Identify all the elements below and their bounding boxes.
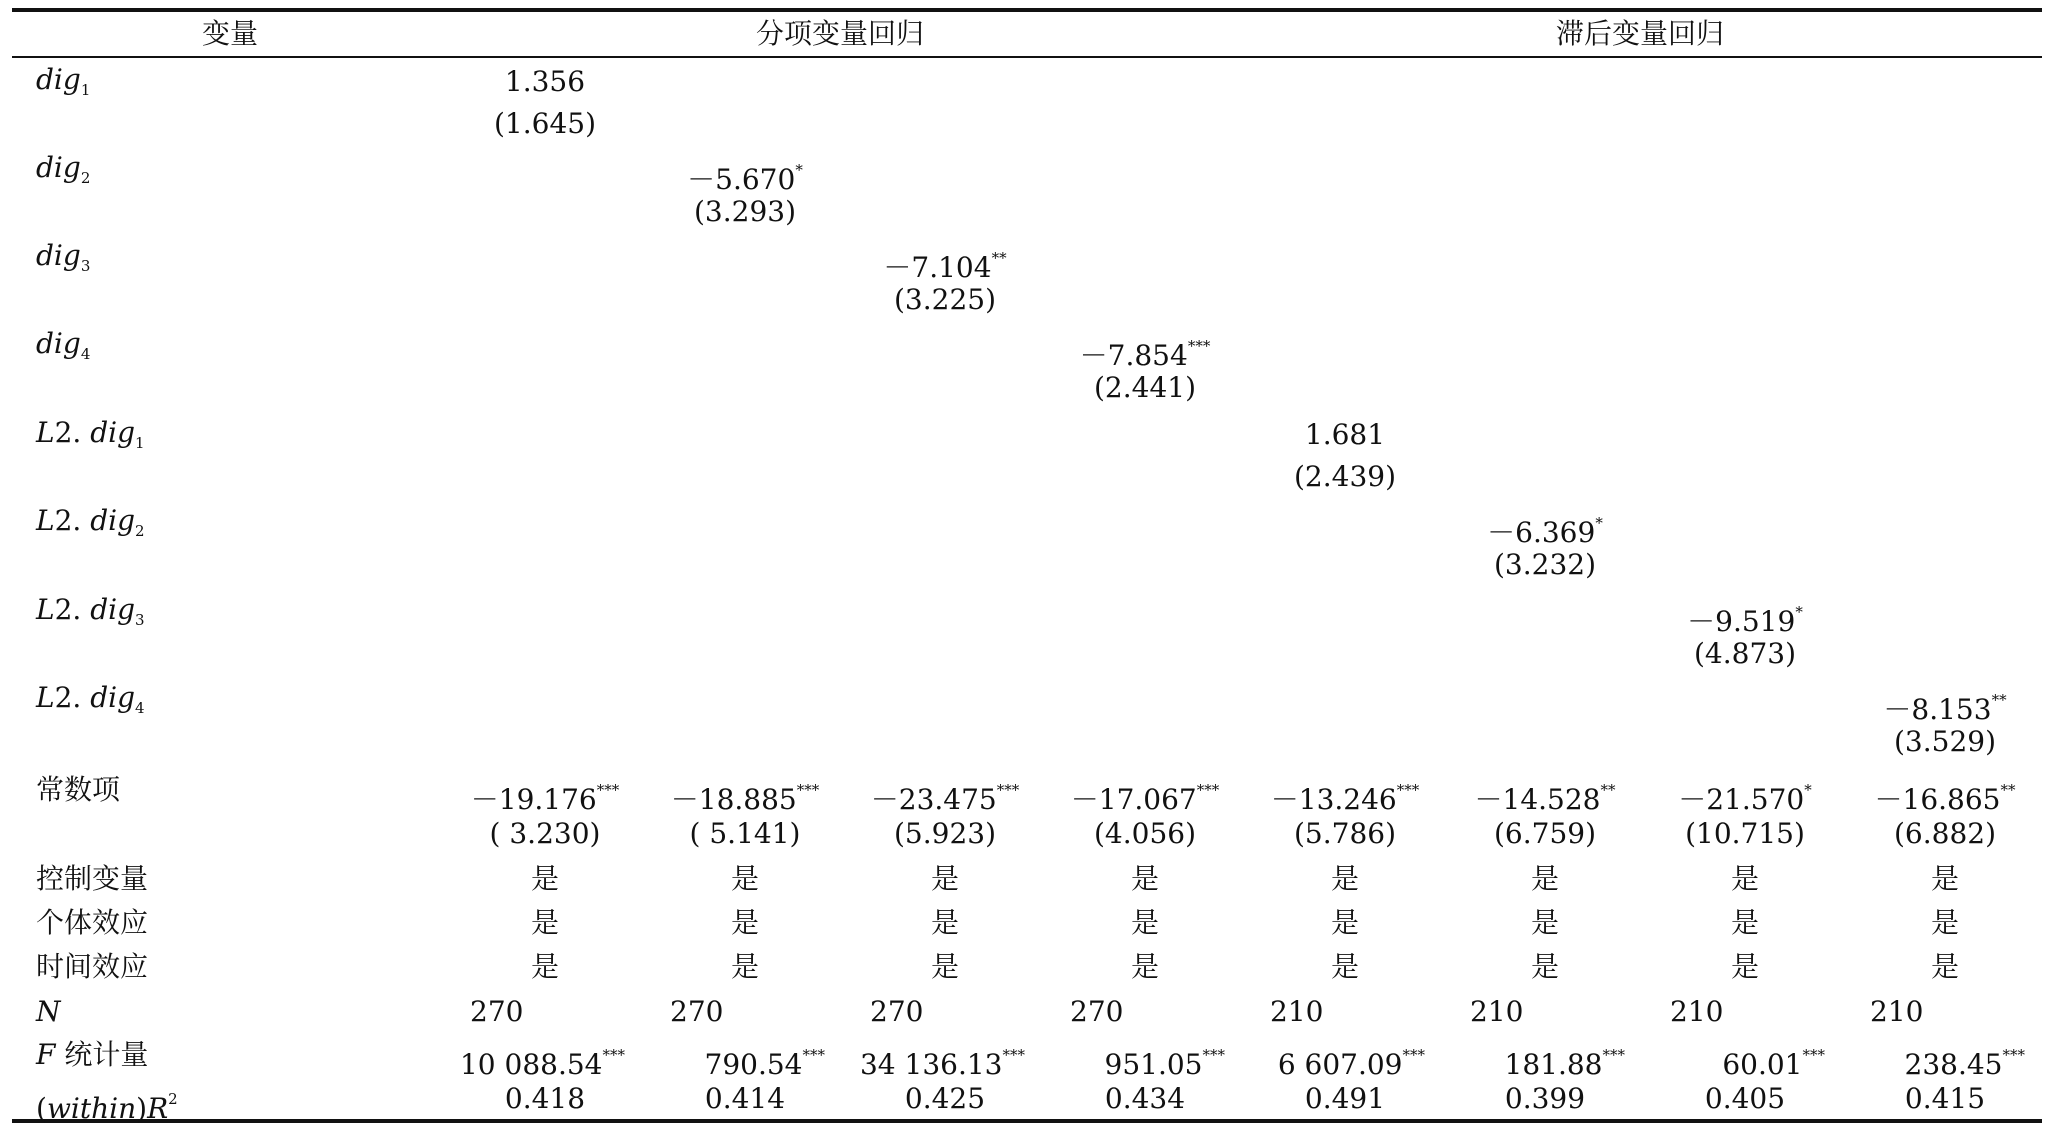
time-value: 是 [1730,950,1759,983]
coef-star: *** [1396,781,1420,799]
r2-value: 0.405 [1704,1082,1786,1115]
label-subscript: 4 [135,699,145,717]
r2-value: 0.425 [904,1082,986,1115]
fstat-number: 181.88 [1504,1048,1603,1081]
row-label-constant: 常数项 [36,773,121,806]
fstat-value [1825,1035,2025,1085]
fstat-value [1625,1035,1825,1085]
coef-star: ** [991,249,1007,267]
coef-l2dig1 [1245,415,1445,455]
fstat-star: *** [2002,1046,2025,1064]
label-paren-close: ) [136,1092,148,1125]
label-subscript: 2 [80,169,91,187]
se-value: (3.225) [893,283,996,316]
se-value: (4.873) [1693,637,1796,670]
coef-value: 1.356 [504,65,586,98]
n-value: 270 [870,995,924,1028]
label-f-rest: 统计量 [55,1038,149,1071]
constant-se [1645,814,1845,854]
coef-value: －18.885 [670,783,797,816]
constant-se [1245,814,1445,854]
se-value: (5.786) [1293,817,1396,850]
se-dig3 [845,280,1045,320]
individual-value: 是 [1730,906,1759,939]
time-value: 是 [1330,950,1359,983]
fstat-number: 10 088.54 [459,1048,603,1081]
row-label-l2dig1 [36,413,145,463]
row-label-l2dig3 [36,590,145,640]
time-value: 是 [1130,950,1159,983]
label-subscript: 2 [135,522,145,540]
coef-value: －7.104 [883,251,992,284]
label-prefix-letter: L [36,416,55,449]
coef-value: －8.153 [1883,693,1992,726]
coef-value: －9.519 [1687,605,1796,638]
fstat-number: 238.45 [1904,1048,2003,1081]
controls-value: 是 [1330,862,1359,895]
fstat-star: *** [1002,1046,1025,1064]
individual-value: 是 [1130,906,1159,939]
row-label-individual: 个体效应 [36,906,149,939]
header-rule [12,56,2042,58]
label-within: within [46,1092,137,1125]
label-subscript: 3 [135,611,145,629]
se-value: (1.645) [493,107,596,140]
controls-value: 是 [530,862,559,895]
row-label-dig4 [36,324,90,374]
coef-dig1 [445,62,645,102]
coef-value: －19.176 [470,783,597,816]
time-value: 是 [1530,950,1559,983]
coef-star: * [795,161,803,179]
row-label-r2 [36,1079,178,1129]
row-label-n: N [36,995,61,1028]
label-r: R [147,1092,169,1125]
se-l2dig1 [1245,457,1445,497]
constant-coef [1645,770,1845,820]
coef-value: －16.865 [1874,783,2001,816]
header-group-itemized: 分项变量回归 [755,17,924,50]
constant-se [645,814,845,854]
label-r-sup: 2 [168,1090,178,1108]
se-value: (3.529) [1893,725,1996,758]
label-prefix-letter: L [36,504,55,537]
row-label-dig1 [36,60,90,110]
row-label-fstat [36,1035,148,1075]
controls-value: 是 [930,862,959,895]
individual-value: 是 [530,906,559,939]
coef-value: －17.067 [1070,783,1197,816]
n-value: 210 [1670,995,1724,1028]
se-value: (3.293) [693,195,796,228]
se-value: (4.056) [1093,817,1196,850]
controls-value: 是 [1130,862,1159,895]
fstat-star: *** [802,1046,825,1064]
fstat-value [1025,1035,1225,1085]
constant-coef [845,770,1045,820]
coef-star: *** [1187,337,1211,355]
constant-se [1445,814,1645,854]
controls-value: 是 [1930,862,1959,895]
se-dig4 [1045,368,1245,408]
n-value: 270 [670,995,724,1028]
fstat-value [425,1035,625,1085]
constant-coef [1245,770,1445,820]
fstat-value [1425,1035,1625,1085]
label-prefix-letter: L [36,593,55,626]
se-dig1 [445,104,645,144]
coef-value: －7.854 [1079,339,1188,372]
se-value: (2.441) [1093,371,1196,404]
fstat-number: 60.01 [1722,1048,1803,1081]
se-value: (6.759) [1493,817,1596,850]
coef-star: ** [1600,781,1616,799]
constant-se [445,814,645,854]
coef-value: －14.528 [1474,783,1601,816]
row-label-time: 时间效应 [36,950,149,983]
fstat-star: *** [1202,1046,1225,1064]
coef-value: －6.369 [1487,516,1596,549]
constant-coef [645,770,845,820]
coef-star: * [1595,514,1603,532]
r2-value: 0.399 [1504,1082,1586,1115]
fstat-number: 951.05 [1104,1048,1203,1081]
fstat-star: *** [1602,1046,1625,1064]
n-value: 210 [1870,995,1924,1028]
r2-value: 0.414 [704,1082,786,1115]
coef-star: *** [796,781,820,799]
individual-value: 是 [930,906,959,939]
r2-value: 0.491 [1304,1082,1386,1115]
label-var: dig [36,327,81,360]
fstat-star: *** [602,1046,625,1064]
label-subscript: 1 [80,81,91,99]
label-f: F [36,1038,56,1071]
time-value: 是 [930,950,959,983]
constant-coef [1045,770,1245,820]
coef-value: －5.670 [687,163,796,196]
n-value: 210 [1270,995,1324,1028]
label-prefix-rest: 2. [54,504,91,537]
coef-star: *** [596,781,620,799]
coef-value: －21.570 [1678,783,1805,816]
label-prefix-rest: 2. [54,593,91,626]
se-value: (6.882) [1893,817,1996,850]
se-value: (3.232) [1493,548,1596,581]
coef-value: －13.246 [1270,783,1397,816]
se-value: (2.439) [1293,460,1396,493]
se-l2dig2 [1445,545,1645,585]
coef-star: ** [1991,691,2007,709]
n-value: 270 [470,995,524,1028]
label-var: dig [90,504,136,537]
header-variable: 变量 [201,17,258,50]
bottom-rule [12,1119,2042,1123]
fstat-number: 790.54 [704,1048,803,1081]
se-value: ( 3.230) [489,817,601,850]
controls-value: 是 [1530,862,1559,895]
r2-value: 0.418 [504,1082,586,1115]
coef-value: 1.681 [1304,418,1386,451]
se-value: (5.923) [893,817,996,850]
row-label-dig2 [36,148,90,198]
coef-star: *** [1196,781,1220,799]
fstat-star: *** [1802,1046,1825,1064]
time-value: 是 [730,950,759,983]
coef-star: *** [996,781,1020,799]
individual-value: 是 [730,906,759,939]
controls-value: 是 [730,862,759,895]
label-paren-open: ( [36,1092,47,1125]
time-value: 是 [1930,950,1959,983]
label-prefix-letter: L [36,681,55,714]
constant-coef [445,770,645,820]
se-l2dig3 [1645,634,1845,674]
controls-value: 是 [1730,862,1759,895]
fstat-number: 6 607.09 [1277,1048,1403,1081]
label-subscript: 3 [80,257,91,275]
n-value: 210 [1470,995,1524,1028]
row-label-l2dig4 [36,678,145,728]
coef-value: －23.475 [870,783,997,816]
individual-value: 是 [1930,906,1959,939]
r2-value: 0.434 [1104,1082,1186,1115]
coef-star: ** [2000,781,2016,799]
constant-se [845,814,1045,854]
coef-star: * [1804,781,1812,799]
r2-value: 0.415 [1904,1082,1986,1115]
label-var: dig [36,63,81,96]
label-var: dig [36,151,81,184]
se-value: (10.715) [1685,817,1805,850]
coef-star: * [1795,603,1803,621]
fstat-star: *** [1402,1046,1425,1064]
label-prefix-rest: 2. [54,416,91,449]
label-var: dig [90,681,136,714]
fstat-value [825,1035,1025,1085]
fstat-number: 34 136.13 [859,1048,1003,1081]
individual-value: 是 [1330,906,1359,939]
se-l2dig4 [1845,722,2045,762]
n-value: 270 [1070,995,1124,1028]
label-subscript: 1 [135,434,145,452]
time-value: 是 [530,950,559,983]
constant-se [1845,814,2045,854]
header-group-lagged: 滞后变量回归 [1555,17,1724,50]
row-label-controls: 控制变量 [36,862,149,895]
se-value: ( 5.141) [689,817,801,850]
label-var: dig [90,593,136,626]
fstat-value [1225,1035,1425,1085]
fstat-value [625,1035,825,1085]
constant-coef [1845,770,2045,820]
constant-coef [1445,770,1645,820]
se-dig2 [645,192,845,232]
label-prefix-rest: 2. [54,681,91,714]
individual-value: 是 [1530,906,1559,939]
label-var: dig [36,239,81,272]
label-var: dig [90,416,136,449]
label-subscript: 4 [80,345,91,363]
row-label-dig3 [36,236,90,286]
constant-se [1045,814,1245,854]
row-label-l2dig2 [36,501,145,551]
